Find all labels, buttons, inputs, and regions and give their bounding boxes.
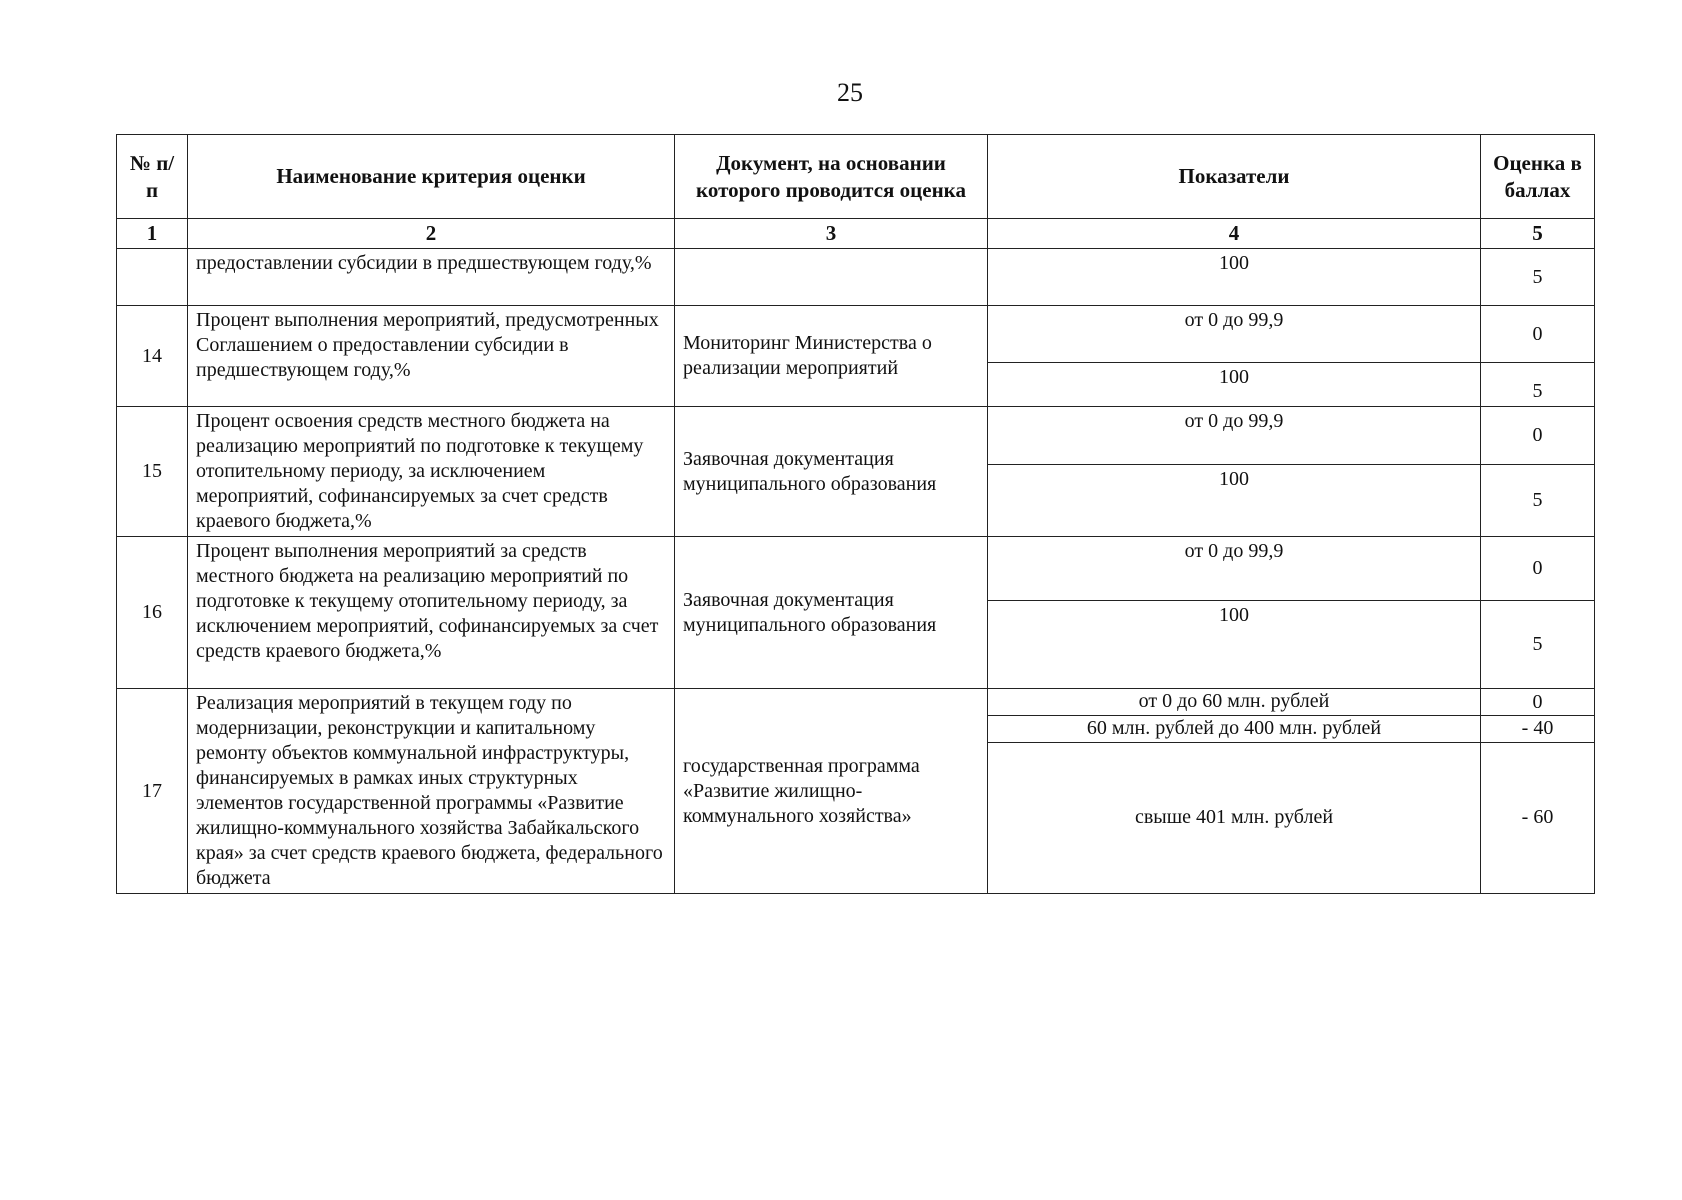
score-cell: 5 xyxy=(1481,249,1595,306)
document-cell: Мониторинг Министерства о реализации мероприятий xyxy=(675,306,988,407)
criterion-cell: Процент выполнения мероприятий, предусмотренных Соглашением о предоставлении субсидии в предшествующем году,% xyxy=(188,306,675,407)
document-cell xyxy=(675,249,988,306)
column-number: 1 xyxy=(117,219,188,249)
criteria-table xyxy=(116,134,1595,894)
document-cell: Заявочная документация муниципального образования xyxy=(675,407,988,537)
score-cell: 0 xyxy=(1481,306,1595,363)
score-cell: 0 xyxy=(1481,407,1595,465)
column-number: 3 xyxy=(675,219,988,249)
table-row xyxy=(117,249,1595,306)
header-row xyxy=(117,135,1595,219)
document-cell: государственная программа «Развитие жилищно-коммунального хозяйства» xyxy=(675,689,988,894)
indicator-cell: от 0 до 60 млн. рублей xyxy=(988,689,1481,716)
indicator-cell: 100 xyxy=(988,363,1481,407)
row-number: 15 xyxy=(117,407,188,537)
indicator-cell: от 0 до 99,9 xyxy=(988,407,1481,465)
header-num: № п/п xyxy=(117,135,188,219)
criterion-cell: Реализация мероприятий в текущем году по модернизации, реконструкции и капитальному ремонту объектов коммунальной инфраструктуры, финансируемых в рамках иных структурных элементов государственной программы «Развитие жилищно-коммунального хозяйства Забайкальского края» за счет средств краевого бюджета, федерального бюджета xyxy=(188,689,675,894)
criterion-cell: предоставлении субсидии в предшествующем году,% xyxy=(188,249,675,306)
page-number: 25 xyxy=(837,78,863,107)
column-number: 4 xyxy=(988,219,1481,249)
table-row xyxy=(117,537,1595,601)
table-row xyxy=(117,306,1595,363)
row-number: 16 xyxy=(117,537,188,689)
column-number-row xyxy=(117,219,1595,249)
score-cell: 5 xyxy=(1481,465,1595,537)
indicator-cell: от 0 до 99,9 xyxy=(988,537,1481,601)
header-document: Документ, на основании которого проводится оценка xyxy=(675,135,988,219)
score-cell: 5 xyxy=(1481,601,1595,689)
score-cell: 0 xyxy=(1481,537,1595,601)
column-number: 2 xyxy=(188,219,675,249)
criterion-cell: Процент освоения средств местного бюджета на реализацию мероприятий по подготовке к текущему отопительному периоду, за исключением мероприятий, софинансируемых за счет средств краевого бюджета,% xyxy=(188,407,675,537)
score-cell: 0 xyxy=(1481,689,1595,716)
indicator-cell: свыше 401 млн. рублей xyxy=(988,742,1481,893)
document-cell: Заявочная документация муниципального образования xyxy=(675,537,988,689)
score-cell: - 60 xyxy=(1481,742,1595,893)
indicator-cell: 100 xyxy=(988,465,1481,537)
row-number-cell xyxy=(117,249,188,306)
row-number: 17 xyxy=(117,689,188,894)
score-cell: - 40 xyxy=(1481,716,1595,742)
indicator-cell: 100 xyxy=(988,249,1481,306)
header-criterion: Наименование критерия оценки xyxy=(188,135,675,219)
header-score: Оценка в баллах xyxy=(1481,135,1595,219)
indicator-cell: 60 млн. рублей до 400 млн. рублей xyxy=(988,716,1481,742)
indicator-cell: от 0 до 99,9 xyxy=(988,306,1481,363)
indicator-cell: 100 xyxy=(988,601,1481,689)
table-row xyxy=(117,689,1595,716)
header-indicators: Показатели xyxy=(988,135,1481,219)
criterion-cell: Процент выполнения мероприятий за средств местного бюджета на реализацию мероприятий по подготовке к текущему отопительному периоду, за исключением мероприятий, софинансируемых за счет средств краевого бюджета,% xyxy=(188,537,675,689)
table-row xyxy=(117,407,1595,465)
row-number: 14 xyxy=(117,306,188,407)
score-cell: 5 xyxy=(1481,363,1595,407)
column-number: 5 xyxy=(1481,219,1595,249)
